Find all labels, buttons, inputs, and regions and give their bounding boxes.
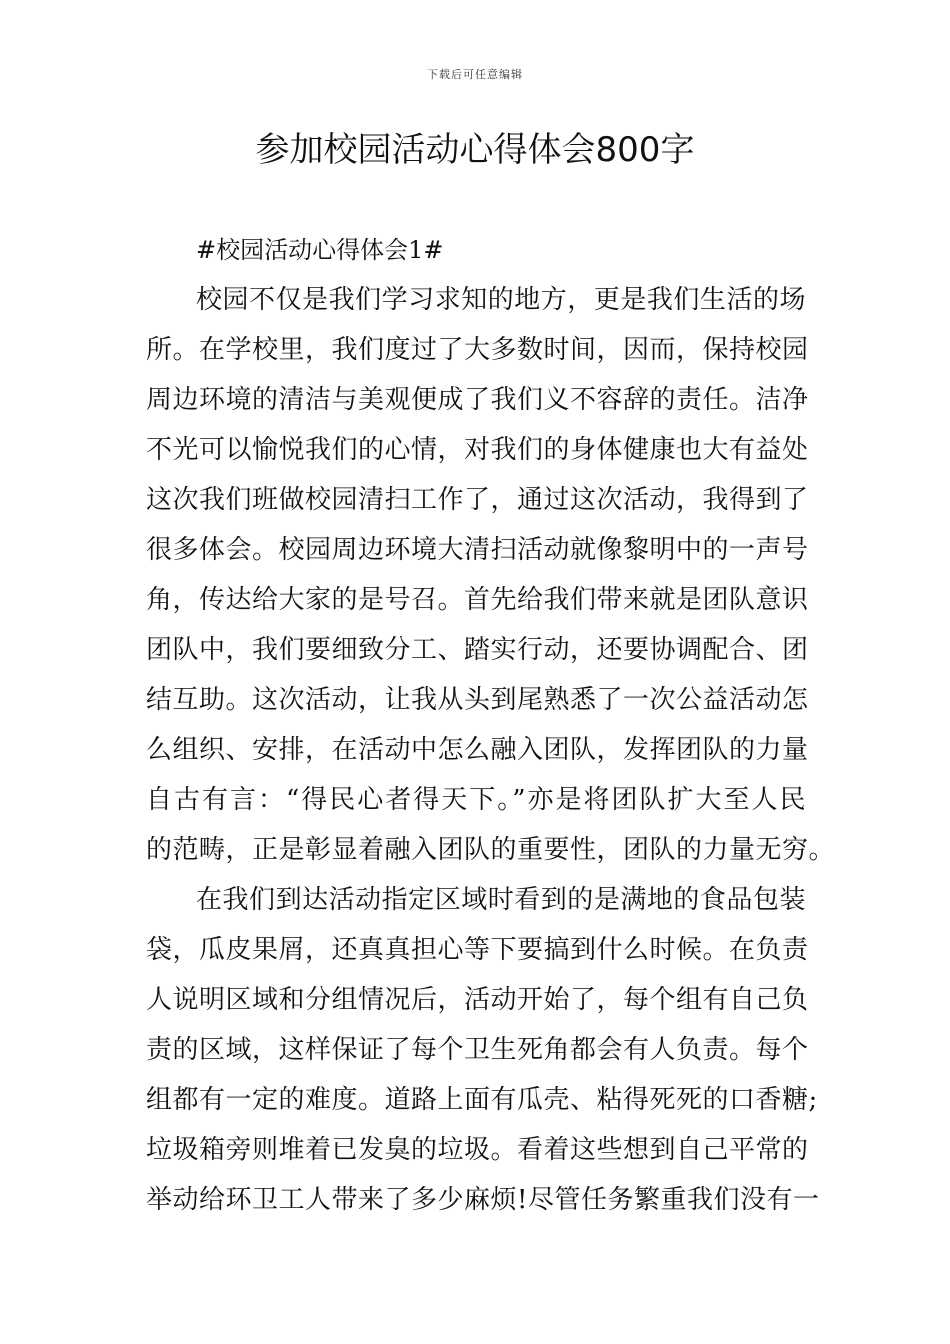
text-line: 校园不仅是我们学习求知的地方，更是我们生活的场 [196,285,806,315]
text-line: 所。在学校里，我们度过了大多数时间，因而，保持校园 [146,335,809,365]
document-title: 参加校园活动心得体会800字 [255,130,695,170]
header-note: 下载后可任意编辑 [427,68,523,81]
text-line: 团队中，我们要细致分工、踏实行动，还要协调配合、团 [146,635,809,665]
text-line: 责的区域，这样保证了每个卫生死角都会有人负责。每个 [146,1035,809,1065]
text-line: 组都有一定的难度。道路上面有瓜壳、粘得死死的口香糖; [146,1085,818,1115]
text-line: 人说明区域和分组情况后，活动开始了，每个组有自己负 [146,985,809,1015]
body-text [146,275,836,1225]
text-line: 周边环境的清洁与美观便成了我们义不容辞的责任。洁净 [146,385,809,415]
text-line: 的范畴，正是彰显着融入团队的重要性，团队的力量无穷。 [146,835,836,865]
text-line: 在我们到达活动指定区域时看到的是满地的食品包装 [196,885,806,915]
text-line: 结互助。这次活动，让我从头到尾熟悉了一次公益活动怎 [146,685,809,715]
text-line: 不光可以愉悦我们的心情，对我们的身体健康也大有益处 [146,435,809,465]
text-line: 很多体会。校园周边环境大清扫活动就像黎明中的一声号 [146,535,809,565]
text-line: 举动给环卫工人带来了多少麻烦!尽管任务繁重我们没有一 [146,1185,820,1215]
text-line: 么组织、安排，在活动中怎么融入团队，发挥团队的力量 [146,735,809,765]
text-line: 自古有言：“得民心者得天下。”亦是将团队扩大至人民 [146,785,806,815]
text-line: 垃圾箱旁则堆着已发臭的垃圾。看着这些想到自己平常的 [146,1135,809,1165]
text-line: 角，传达给大家的是号召。首先给我们带来就是团队意识 [146,585,809,615]
text-line: 这次我们班做校园清扫工作了，通过这次活动，我得到了 [146,485,809,515]
section-heading: #校园活动心得体会1# [196,236,444,264]
text-line: 袋，瓜皮果屑，还真真担心等下要搞到什么时候。在负责 [146,935,809,965]
